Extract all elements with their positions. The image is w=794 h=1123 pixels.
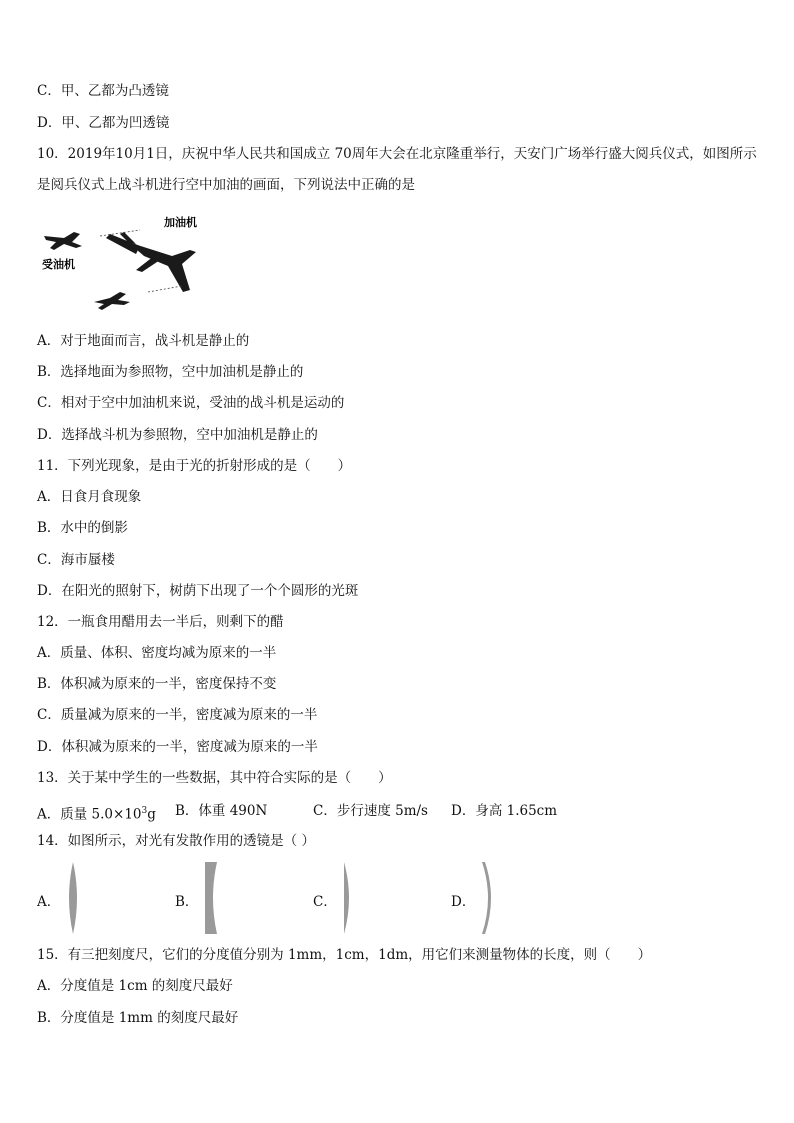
q12-option-d: D．体积减为原来的一半，密度减为原来的一半 <box>37 739 318 755</box>
q13-stem: 13．关于某中学生的一些数据，其中符合实际的是（ ） <box>37 770 392 786</box>
q11-option-d: D．在阳光的照射下，树荫下出现了一个个圆形的光斑 <box>37 583 359 599</box>
q13-option-a-exponent: 3 <box>141 806 148 816</box>
q13-option-a-unit: g <box>147 806 156 823</box>
receiver-label: 受油机 <box>42 258 75 271</box>
q15-stem: 15．有三把刻度尺，它们的分度值分别为 1mm，1cm，1dm，用它们来测量物体的长度，则（ ） <box>37 947 652 963</box>
aerial-refueling-figure <box>40 208 220 318</box>
q14-option-c-label: C． <box>313 894 337 910</box>
q13-option-d: D．身高 1.65cm <box>451 803 558 819</box>
q15-option-b: B．分度值是 1mm 的刻度尺最好 <box>37 1010 239 1026</box>
q15-option-a: A．分度值是 1cm 的刻度尺最好 <box>37 978 233 994</box>
q10-option-a: A．对于地面而言，战斗机是静止的 <box>37 333 250 349</box>
q12-option-a: A．质量、体积、密度均减为原来的一半 <box>37 645 277 661</box>
aerial-refueling-image <box>40 208 220 318</box>
receiver-fighter-top-icon <box>44 232 82 250</box>
q12-stem: 12．一瓶食用醋用去一半后，则剩下的醋 <box>37 614 284 630</box>
tanker-aircraft-icon <box>106 232 196 292</box>
tanker-label: 加油机 <box>164 216 197 229</box>
q14-lens-options <box>37 860 557 936</box>
q10-stem: 10．2019年10月1日，庆祝中华人民共和国成立 70周年大会在北京隆重举行，天安门广场举行盛大阅兵仪式，如图所示是阅兵仪式上战斗机进行空中加油的画面，下列说法中正确的是 <box>37 146 757 193</box>
q12-option-c: C．质量减为原来的一半，密度减为原来的一半 <box>37 707 318 723</box>
q11-stem: 11．下列光现象，是由于光的折射形成的是（ ） <box>37 458 352 474</box>
q11-option-c: C．海市蜃楼 <box>37 552 115 568</box>
biconvex-lens-icon <box>65 860 81 936</box>
q14-option-a-label: A． <box>37 894 61 910</box>
refuel-hose-bottom <box>148 286 182 292</box>
q14-option-b-label: B． <box>175 894 199 910</box>
q10-option-b: B．选择地面为参照物，空中加油机是静止的 <box>37 364 304 380</box>
receiver-fighter-bottom-icon <box>94 292 130 310</box>
q10-option-c: C．相对于空中加油机来说，受油的战斗机是运动的 <box>37 395 345 411</box>
refuel-hose-top <box>100 230 140 236</box>
q13-option-a <box>37 802 156 824</box>
q9-option-c: C．甲、乙都为凸透镜 <box>37 83 169 99</box>
q13-option-b: B．体重 490N <box>175 803 268 819</box>
q11-option-a: A．日食月食现象 <box>37 489 142 505</box>
plano-concave-lens-icon <box>203 860 219 936</box>
q13-option-a-base: A．质量 5.0×10 <box>37 806 142 823</box>
q13-option-c: C．步行速度 5m/s <box>313 803 428 819</box>
q14-option-d-label: D． <box>451 894 476 910</box>
q12-option-b: B．体积减为原来的一半，密度保持不变 <box>37 676 277 692</box>
plano-convex-lens-icon <box>341 860 357 936</box>
q9-option-d: D．甲、乙都为凹透镜 <box>37 115 170 131</box>
q10-option-d: D．选择战斗机为参照物，空中加油机是静止的 <box>37 427 318 443</box>
convex-concave-lens-icon <box>479 860 495 936</box>
q14-stem: 14．如图所示，对光有发散作用的透镜是（ ） <box>37 833 315 849</box>
q11-option-b: B．水中的倒影 <box>37 520 128 536</box>
